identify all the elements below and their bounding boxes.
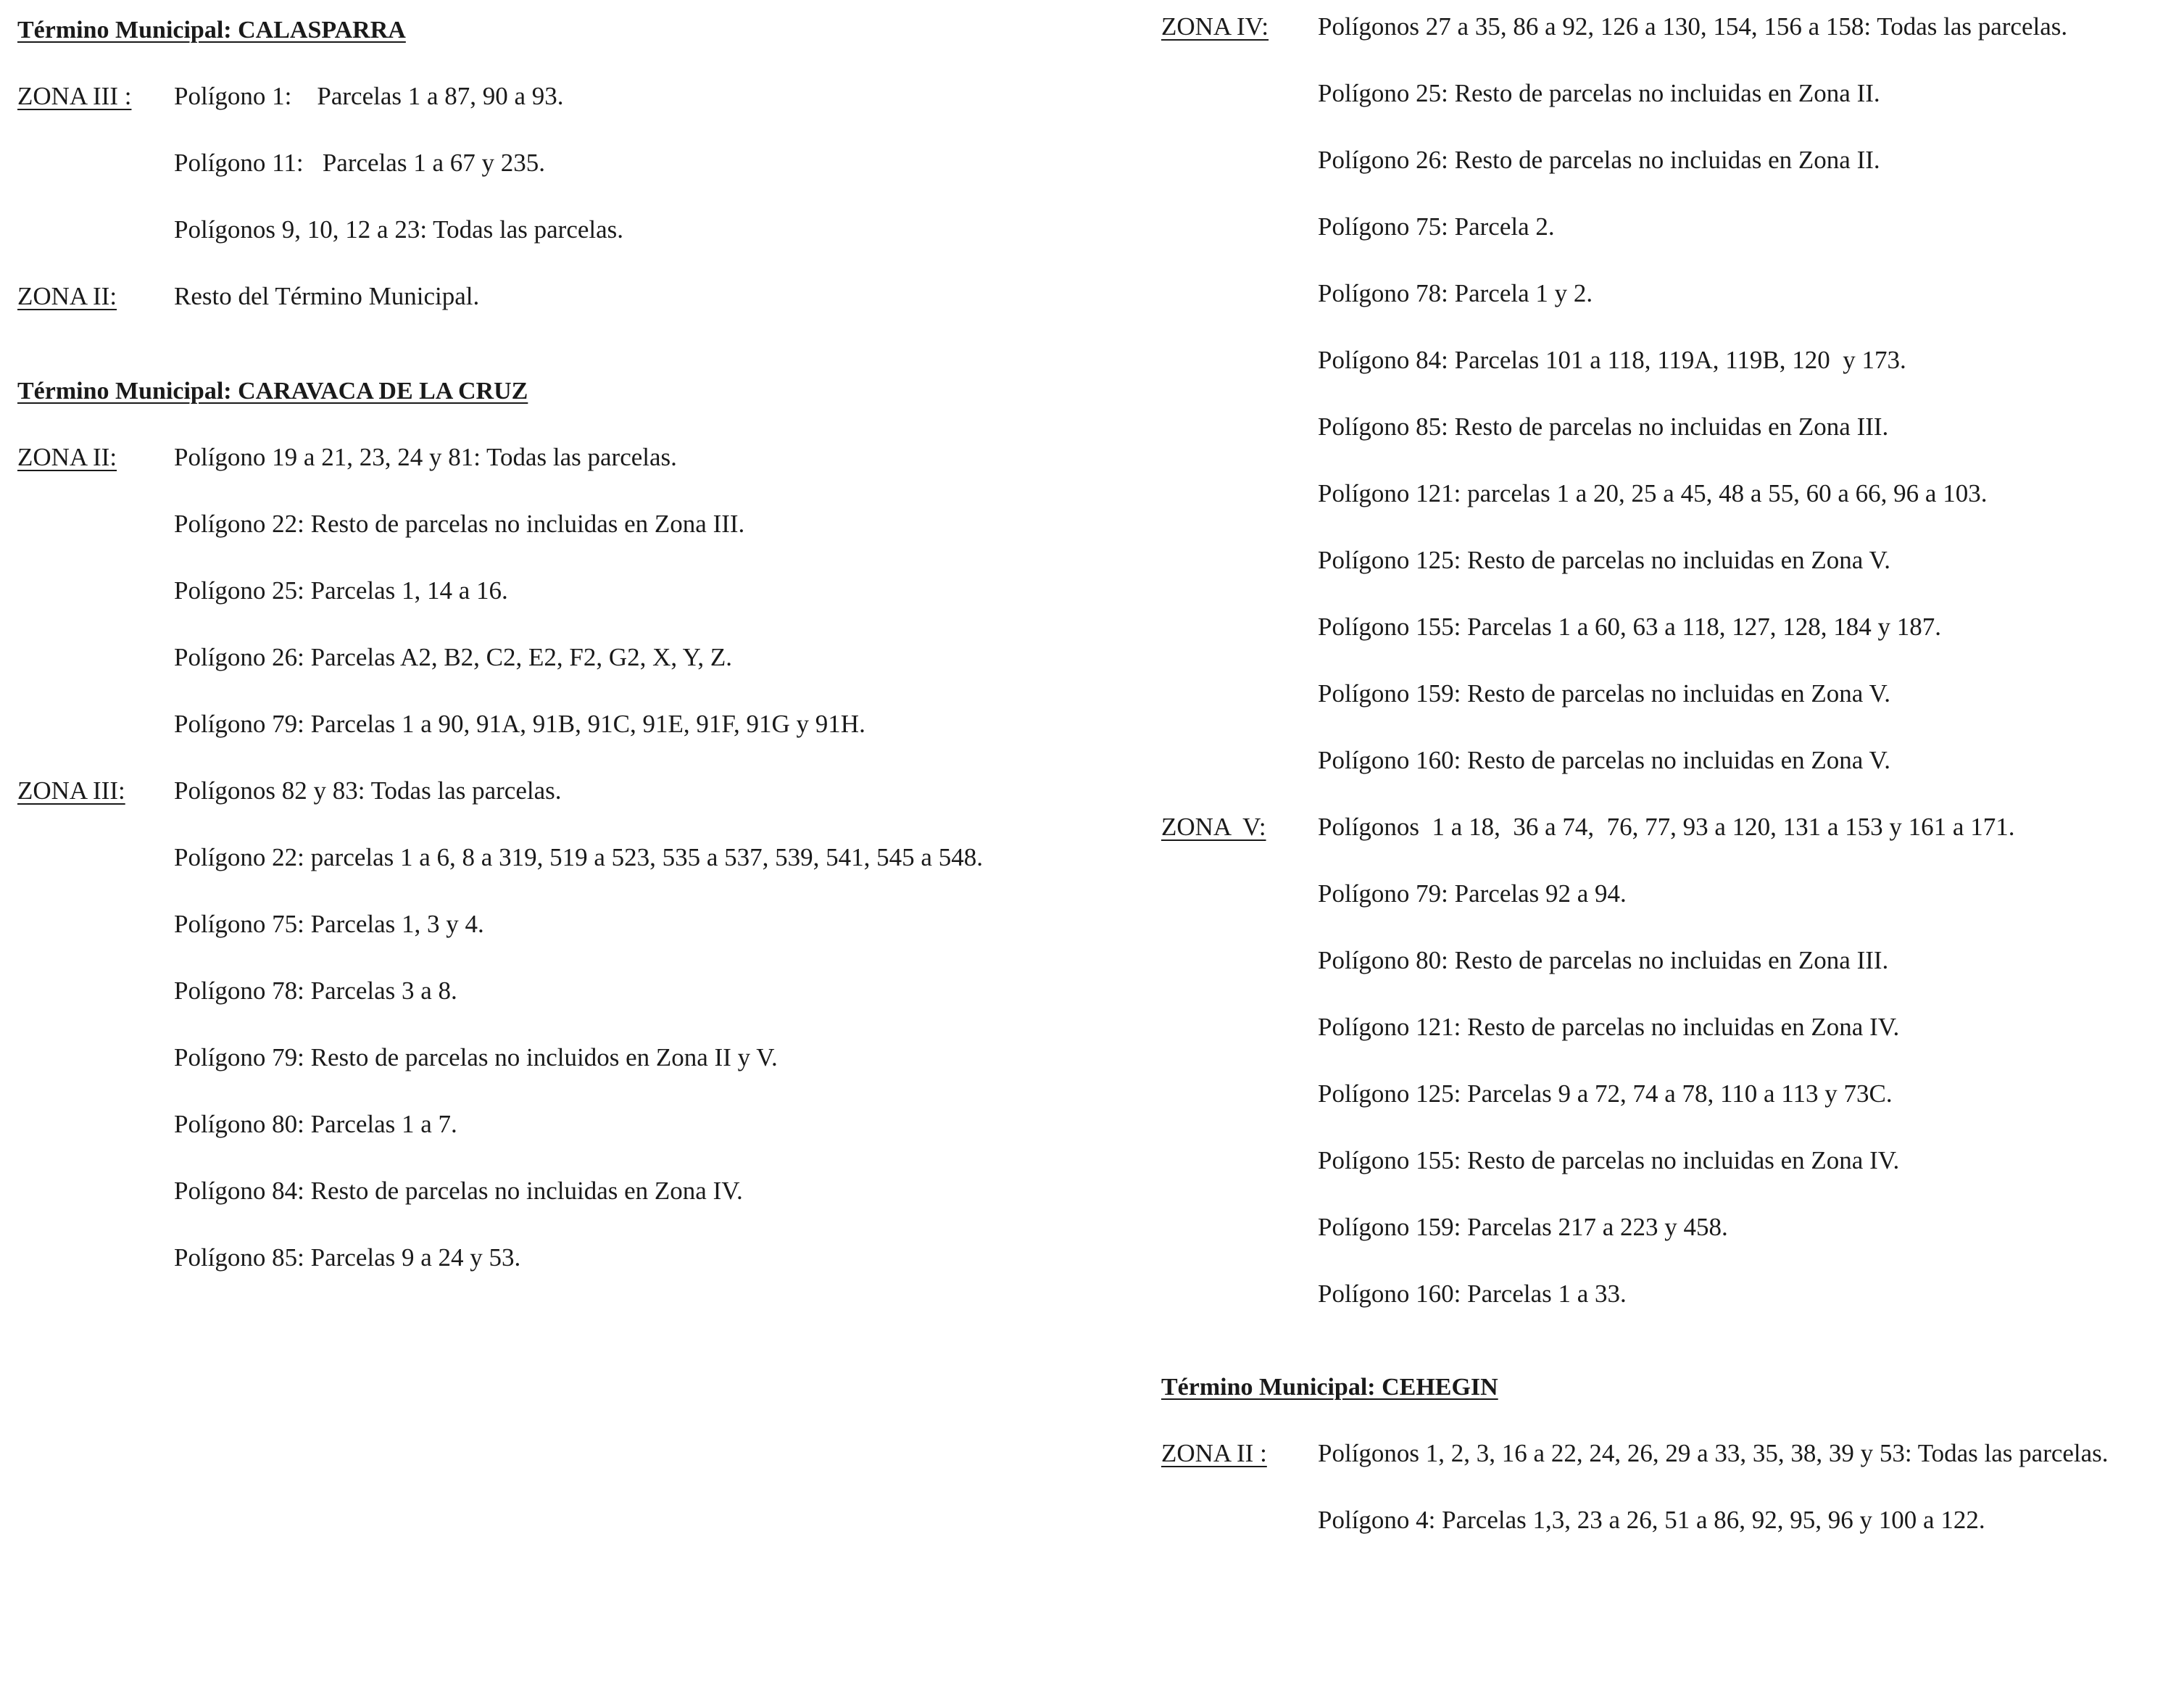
parcel-line: Polígonos 27 a 35, 86 a 92, 126 a 130, 154, 156 a 158: Todas las parcelas. [1318,12,2068,41]
municipio-heading: Término Municipal: CALASPARRA [17,17,406,43]
parcel-line: Polígono 79: Parcelas 1 a 90, 91A, 91B, 91C, 91E, 91F, 91G y 91H. [174,710,865,738]
parcel-line: Resto del Término Municipal. [174,282,480,310]
zone-block [1161,812,2176,1346]
parcel-line: Polígono 22: Resto de parcelas no incluidas en Zona III. [174,510,745,538]
municipio-calasparra [17,16,1090,348]
parcel-line: Polígono 84: Parcelas 101 a 118, 119A, 119B, 120 y 173. [1318,346,1906,374]
parcel-line: Polígono 11: Parcelas 1 a 67 y 235. [174,149,545,177]
parcel-line: Polígono 84: Resto de parcelas no incluidas en Zona IV. [174,1177,743,1205]
parcel-line: Polígono 22: parcelas 1 a 6, 8 a 319, 519 a 523, 535 a 537, 539, 541, 545 a 548. [174,843,983,871]
parcel-line: Polígono 79: Parcelas 92 a 94. [1318,879,1627,908]
parcel-line: Polígono 125: Parcelas 9 a 72, 74 a 78, 110 a 113 y 73C. [1318,1079,1893,1108]
zone-label: ZONA II: [17,443,117,471]
parcel-line: Polígonos 82 y 83: Todas las parcelas. [174,776,562,805]
parcel-line: Polígono 79: Resto de parcelas no incluidos en Zona II y V. [174,1043,778,1071]
zone-label: ZONA V: [1161,813,1266,841]
zone-label: ZONA IV: [1161,12,1269,41]
parcel-line: Polígono 25: Resto de parcelas no incluidas en Zona II. [1318,79,1880,107]
parcel-line: Polígono 160: Resto de parcelas no incluidas en Zona V. [1318,746,1890,774]
parcel-line: Polígono 78: Parcelas 3 a 8. [174,977,457,1005]
zone-block [1161,12,2176,812]
parcel-line: Polígono 75: Parcelas 1, 3 y 4. [174,910,484,938]
parcel-line: Polígono 85: Resto de parcelas no incluidas en Zona III. [1318,412,1889,441]
parcel-line: Polígono 125: Resto de parcelas no incluidas en Zona V. [1318,546,1890,574]
zone-label: ZONA III : [17,82,132,110]
parcel-line: Polígonos 1, 2, 3, 16 a 22, 24, 26, 29 a 33, 35, 38, 39 y 53: Todas las parcelas. [1318,1439,2109,1467]
zone-block [17,81,1090,281]
zone-block [17,281,1090,348]
municipio-heading: Término Municipal: CARAVACA DE LA CRUZ [17,378,528,405]
parcel-line: Polígono 80: Resto de parcelas no incluidas en Zona III. [1318,946,1889,974]
zone-block [17,776,1090,1309]
parcel-line: Polígono 85: Parcelas 9 a 24 y 53. [174,1243,521,1272]
right-column [1161,12,2176,1572]
parcel-line: Polígono 78: Parcela 1 y 2. [1318,279,1593,307]
zone-label: ZONA II : [1161,1439,1267,1467]
parcel-line: Polígono 80: Parcelas 1 a 7. [174,1110,457,1138]
parcel-line: Polígono 155: Parcelas 1 a 60, 63 a 118, 127, 128, 184 y 187. [1318,613,1942,641]
parcel-line: Polígono 159: Parcelas 217 a 223 y 458. [1318,1213,1728,1241]
parcel-line: Polígono 75: Parcela 2. [1318,212,1555,241]
municipio-cehegin [1161,1373,2176,1572]
parcel-line: Polígono 155: Resto de parcelas no incluidas en Zona IV. [1318,1146,1900,1174]
parcel-line: Polígono 1: Parcelas 1 a 87, 90 a 93. [174,82,564,110]
parcel-line: Polígonos 9, 10, 12 a 23: Todas las parcelas. [174,215,624,244]
left-column [17,16,1090,1309]
municipio-caravaca [17,377,1090,1309]
parcel-line: Polígono 25: Parcelas 1, 14 a 16. [174,576,508,605]
parcel-line: Polígono 19 a 21, 23, 24 y 81: Todas las parcelas. [174,443,677,471]
parcel-line: Polígono 26: Resto de parcelas no incluidas en Zona II. [1318,146,1880,174]
zone-label: ZONA II: [17,282,117,310]
parcel-line: Polígono 121: parcelas 1 a 20, 25 a 45, 48 a 55, 60 a 66, 96 a 103. [1318,479,1988,507]
parcel-line: Polígono 159: Resto de parcelas no incluidas en Zona V. [1318,679,1890,708]
parcel-line: Polígono 26: Parcelas A2, B2, C2, E2, F2, G2, X, Y, Z. [174,643,733,671]
parcel-line: Polígonos 1 a 18, 36 a 74, 76, 77, 93 a 120, 131 a 153 y 161 a 171. [1318,813,2015,841]
parcel-line: Polígono 4: Parcelas 1,3, 23 a 26, 51 a 86, 92, 95, 96 y 100 a 122. [1318,1506,1985,1534]
zone-block [1161,1438,2176,1572]
zone-label: ZONA III: [17,776,125,805]
parcel-line: Polígono 160: Parcelas 1 a 33. [1318,1280,1627,1308]
municipio-heading: Término Municipal: CEHEGIN [1161,1374,1498,1401]
zone-block [17,442,1090,776]
parcel-line: Polígono 121: Resto de parcelas no incluidas en Zona IV. [1318,1013,1900,1041]
